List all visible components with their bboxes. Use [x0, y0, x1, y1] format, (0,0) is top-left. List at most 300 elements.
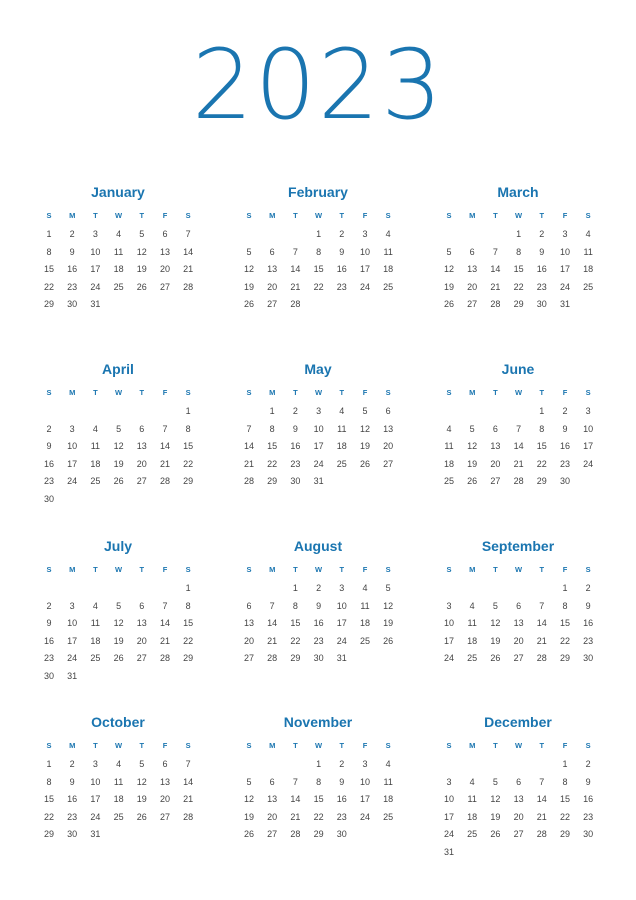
- day-cell: 2: [316, 583, 322, 593]
- day-cell: 29: [290, 653, 301, 663]
- day-cell: 23: [313, 635, 324, 646]
- day-cell: 28: [159, 476, 170, 486]
- day-cell: 27: [243, 653, 254, 663]
- weekday-label: T: [493, 211, 498, 220]
- weekday-label: T: [339, 388, 345, 397]
- day-cell: 31: [90, 829, 101, 839]
- day-cell: 15: [183, 441, 194, 451]
- weekday-label: S: [585, 565, 591, 574]
- month-name: December: [484, 714, 552, 730]
- day-cell: 21: [290, 811, 301, 822]
- day-cell: 23: [336, 281, 347, 292]
- day-cell: 20: [267, 811, 278, 822]
- weekday-label: F: [562, 211, 568, 220]
- day-cell: 18: [359, 618, 370, 628]
- day-cell: 1: [562, 759, 568, 769]
- day-cell: 18: [467, 811, 478, 822]
- day-cell: 27: [513, 829, 524, 839]
- month-name: March: [497, 184, 539, 200]
- weekday-label: T: [93, 211, 98, 220]
- day-cell: 23: [336, 811, 347, 822]
- day-cell: 17: [443, 811, 454, 822]
- day-cell: 5: [139, 229, 145, 239]
- day-cell: 9: [316, 600, 322, 611]
- day-cell: 20: [159, 264, 170, 274]
- day-cell: 19: [490, 635, 501, 646]
- day-cell: 17: [313, 441, 324, 451]
- day-cell: 13: [136, 618, 147, 628]
- day-cell: 25: [90, 476, 101, 486]
- day-cell: 17: [67, 635, 78, 646]
- day-cell: 17: [559, 264, 570, 274]
- day-cell: 21: [183, 794, 194, 804]
- day-cell: 23: [67, 281, 78, 292]
- day-cell: 5: [492, 776, 498, 787]
- weekday-label: S: [185, 388, 191, 397]
- day-cell: 29: [183, 476, 194, 486]
- day-cell: 14: [513, 441, 524, 451]
- day-cell: 29: [559, 829, 570, 839]
- weekday-label: T: [339, 741, 345, 750]
- weekday-label: W: [115, 741, 123, 750]
- day-cell: 30: [43, 670, 54, 681]
- day-cell: 4: [585, 229, 591, 239]
- day-cell: 13: [513, 618, 524, 628]
- day-cell: 6: [516, 776, 522, 787]
- day-cell: 8: [46, 246, 52, 257]
- day-cell: 11: [337, 423, 347, 434]
- day-cell: 18: [90, 635, 101, 646]
- day-cell: 1: [292, 583, 298, 593]
- day-cell: 19: [359, 441, 370, 451]
- weekday-label: M: [69, 741, 76, 750]
- weekday-label: S: [46, 388, 52, 397]
- weekday-label: T: [293, 388, 298, 397]
- day-cell: 15: [559, 794, 570, 804]
- day-cell: 15: [43, 264, 54, 274]
- day-cell: 12: [383, 600, 394, 611]
- day-cell: 24: [90, 811, 101, 822]
- day-cell: 23: [536, 281, 547, 292]
- day-cell: 18: [383, 264, 394, 274]
- weekday-label: S: [246, 388, 252, 397]
- day-cell: 15: [313, 264, 324, 274]
- day-cell: 20: [159, 794, 170, 804]
- day-cell: 30: [336, 829, 347, 839]
- day-cell: 19: [443, 281, 454, 292]
- day-cell: 11: [113, 246, 124, 257]
- weekday-label: M: [269, 741, 276, 750]
- day-cell: 22: [183, 458, 194, 469]
- weekday-label: S: [385, 388, 391, 397]
- day-cell: 29: [559, 653, 570, 663]
- day-cell: 21: [536, 635, 547, 646]
- day-cell: 12: [136, 246, 147, 257]
- day-cell: 30: [290, 476, 301, 486]
- weekday-label: F: [562, 388, 568, 397]
- day-cell: 4: [469, 776, 475, 787]
- day-cell: 18: [336, 441, 347, 451]
- day-cell: 11: [467, 794, 477, 804]
- day-cell: 12: [359, 423, 370, 434]
- day-cell: 16: [583, 794, 594, 804]
- day-cell: 30: [67, 829, 78, 839]
- day-cell: 1: [46, 759, 52, 769]
- day-cell: 22: [536, 458, 547, 469]
- day-cell: 21: [536, 811, 547, 822]
- day-cell: 23: [290, 458, 301, 469]
- day-cell: 26: [113, 653, 124, 663]
- weekday-label: T: [93, 741, 98, 750]
- weekday-label: M: [469, 741, 476, 750]
- day-cell: 19: [136, 264, 147, 274]
- day-cell: 19: [136, 794, 147, 804]
- day-cell: 10: [443, 794, 454, 804]
- day-cell: 24: [559, 281, 570, 292]
- weekday-label: M: [269, 565, 276, 574]
- day-cell: 24: [313, 458, 324, 469]
- day-cell: 1: [185, 406, 191, 416]
- day-cell: 23: [43, 653, 54, 663]
- day-cell: 8: [292, 600, 298, 611]
- day-cell: 17: [583, 441, 594, 451]
- day-cell: 2: [69, 759, 75, 769]
- day-cell: 23: [583, 811, 594, 822]
- day-cell: 5: [116, 423, 122, 434]
- day-cell: 5: [385, 583, 391, 593]
- day-cell: 3: [339, 583, 345, 593]
- day-cell: 4: [469, 600, 475, 611]
- day-cell: 30: [583, 653, 594, 663]
- day-cell: 29: [536, 476, 547, 486]
- weekday-label: S: [46, 211, 52, 220]
- day-cell: 30: [559, 476, 570, 486]
- weekday-label: T: [139, 388, 145, 397]
- day-cell: 7: [185, 229, 191, 239]
- day-cell: 7: [185, 759, 191, 769]
- day-cell: 4: [385, 759, 391, 769]
- day-cell: 26: [243, 829, 254, 839]
- day-cell: 3: [362, 229, 368, 239]
- day-cell: 16: [67, 264, 78, 274]
- month-name: April: [102, 361, 134, 377]
- day-cell: 13: [159, 246, 170, 257]
- day-cell: 2: [69, 229, 75, 239]
- day-cell: 2: [562, 406, 568, 416]
- weekday-label: W: [515, 565, 523, 574]
- day-cell: 11: [467, 618, 477, 628]
- day-cell: 21: [290, 281, 301, 292]
- weekday-label: S: [385, 741, 391, 750]
- day-cell: 19: [113, 635, 124, 646]
- day-cell: 26: [467, 476, 478, 486]
- day-cell: 10: [336, 600, 347, 611]
- day-cell: 6: [139, 423, 145, 434]
- weekday-label: S: [385, 565, 391, 574]
- day-cell: 12: [113, 618, 124, 628]
- weekday-label: F: [362, 565, 368, 574]
- day-cell: 17: [443, 635, 454, 646]
- weekday-label: T: [139, 565, 145, 574]
- day-cell: 10: [90, 776, 101, 787]
- day-cell: 9: [69, 776, 75, 787]
- day-cell: 12: [113, 441, 124, 451]
- weekday-label: S: [585, 741, 591, 750]
- day-cell: 21: [159, 635, 170, 646]
- month-name: July: [103, 538, 132, 554]
- day-cell: 11: [90, 441, 101, 451]
- day-cell: 28: [159, 653, 170, 663]
- weekday-label: S: [246, 741, 252, 750]
- day-cell: 28: [536, 653, 547, 663]
- weekday-label: S: [446, 565, 452, 574]
- day-cell: 16: [43, 635, 54, 646]
- day-cell: 20: [136, 635, 147, 646]
- day-cell: 19: [113, 458, 124, 469]
- weekday-label: T: [493, 741, 498, 750]
- day-cell: 17: [359, 794, 370, 804]
- day-cell: 28: [183, 281, 194, 292]
- day-cell: 20: [383, 441, 394, 451]
- day-cell: 14: [183, 776, 194, 787]
- day-cell: 11: [113, 776, 124, 787]
- weekday-label: S: [185, 565, 191, 574]
- day-cell: 18: [467, 635, 478, 646]
- day-cell: 13: [267, 794, 278, 804]
- day-cell: 4: [339, 406, 345, 416]
- weekday-label: T: [93, 388, 98, 397]
- weekday-label: F: [162, 565, 168, 574]
- day-cell: 15: [183, 618, 194, 628]
- day-cell: 1: [269, 406, 275, 416]
- day-cell: 25: [113, 811, 124, 822]
- day-cell: 10: [359, 246, 370, 257]
- day-cell: 21: [267, 635, 278, 646]
- day-cell: 12: [243, 794, 254, 804]
- day-cell: 19: [243, 811, 254, 822]
- day-cell: 9: [585, 600, 591, 611]
- day-cell: 23: [67, 811, 78, 822]
- day-cell: 7: [539, 776, 545, 787]
- day-cell: 7: [162, 423, 168, 434]
- day-cell: 22: [559, 635, 570, 646]
- weekday-label: F: [162, 388, 168, 397]
- day-cell: 24: [90, 281, 101, 292]
- day-cell: 2: [292, 406, 298, 416]
- day-cell: 22: [559, 811, 570, 822]
- day-cell: 26: [443, 299, 454, 309]
- day-cell: 9: [585, 776, 591, 787]
- day-cell: 15: [313, 794, 324, 804]
- day-cell: 11: [90, 618, 101, 628]
- day-cell: 26: [113, 476, 124, 486]
- year-title: 2023: [191, 29, 445, 141]
- weekday-label: T: [293, 741, 298, 750]
- day-cell: 1: [316, 229, 322, 239]
- weekday-label: F: [362, 741, 368, 750]
- day-cell: 12: [443, 264, 454, 274]
- day-cell: 18: [583, 264, 594, 274]
- weekday-label: M: [469, 565, 476, 574]
- weekday-label: S: [446, 741, 452, 750]
- day-cell: 21: [513, 458, 524, 469]
- day-cell: 21: [159, 458, 170, 469]
- day-cell: 3: [446, 600, 452, 611]
- day-cell: 5: [116, 600, 122, 611]
- day-cell: 30: [43, 493, 54, 504]
- day-cell: 29: [267, 476, 278, 486]
- day-cell: 9: [46, 618, 52, 628]
- day-cell: 28: [183, 811, 194, 822]
- weekday-label: S: [46, 741, 52, 750]
- day-cell: 3: [585, 406, 591, 416]
- day-cell: 3: [92, 759, 98, 769]
- day-cell: 29: [313, 829, 324, 839]
- day-cell: 22: [513, 281, 524, 292]
- weekday-label: S: [46, 565, 52, 574]
- day-cell: 29: [183, 653, 194, 663]
- day-cell: 25: [113, 281, 124, 292]
- day-cell: 5: [246, 246, 252, 257]
- day-cell: 31: [559, 299, 570, 309]
- day-cell: 6: [516, 600, 522, 611]
- day-cell: 24: [67, 653, 78, 663]
- weekday-label: W: [115, 565, 123, 574]
- day-cell: 10: [313, 423, 324, 434]
- day-cell: 28: [513, 476, 524, 486]
- day-cell: 20: [513, 635, 524, 646]
- day-cell: 22: [43, 811, 54, 822]
- day-cell: 25: [336, 458, 347, 469]
- day-cell: 31: [336, 653, 347, 663]
- weekday-label: S: [385, 211, 391, 220]
- day-cell: 18: [90, 458, 101, 469]
- day-cell: 16: [536, 264, 547, 274]
- day-cell: 1: [46, 229, 52, 239]
- day-cell: 16: [290, 441, 301, 451]
- day-cell: 2: [585, 759, 591, 769]
- day-cell: 26: [490, 653, 501, 663]
- day-cell: 13: [243, 618, 254, 628]
- day-cell: 1: [185, 583, 191, 593]
- day-cell: 27: [159, 811, 170, 822]
- day-cell: 14: [536, 618, 547, 628]
- day-cell: 11: [383, 776, 393, 787]
- day-cell: 25: [443, 476, 454, 486]
- day-cell: 29: [513, 299, 524, 309]
- day-cell: 29: [43, 829, 54, 839]
- day-cell: 17: [90, 264, 101, 274]
- day-cell: 10: [559, 246, 570, 257]
- day-cell: 8: [562, 776, 568, 787]
- day-cell: 7: [539, 600, 545, 611]
- day-cell: 18: [383, 794, 394, 804]
- day-cell: 9: [69, 246, 75, 257]
- weekday-label: S: [185, 211, 191, 220]
- day-cell: 2: [46, 600, 52, 611]
- weekday-label: M: [69, 565, 76, 574]
- day-cell: 2: [46, 423, 52, 434]
- day-cell: 25: [383, 811, 394, 822]
- day-cell: 12: [136, 776, 147, 787]
- day-cell: 4: [385, 229, 391, 239]
- day-cell: 26: [136, 811, 147, 822]
- day-cell: 24: [336, 635, 347, 646]
- day-cell: 31: [67, 670, 78, 681]
- day-cell: 22: [290, 635, 301, 646]
- day-cell: 15: [43, 794, 54, 804]
- day-cell: 17: [336, 618, 347, 628]
- weekday-label: W: [515, 741, 523, 750]
- day-cell: 14: [243, 441, 254, 451]
- day-cell: 23: [583, 635, 594, 646]
- weekday-label: S: [585, 211, 591, 220]
- day-cell: 2: [585, 583, 591, 593]
- day-cell: 14: [536, 794, 547, 804]
- day-cell: 21: [183, 264, 194, 274]
- weekday-label: F: [362, 211, 368, 220]
- weekday-label: F: [162, 741, 168, 750]
- day-cell: 12: [490, 618, 501, 628]
- day-cell: 6: [162, 759, 168, 769]
- day-cell: 28: [243, 476, 254, 486]
- weekday-label: M: [69, 211, 76, 220]
- day-cell: 4: [362, 583, 368, 593]
- day-cell: 9: [292, 423, 298, 434]
- day-cell: 27: [513, 653, 524, 663]
- day-cell: 27: [136, 653, 147, 663]
- day-cell: 3: [362, 759, 368, 769]
- day-cell: 12: [467, 441, 478, 451]
- day-cell: 10: [67, 618, 78, 628]
- day-cell: 18: [113, 794, 124, 804]
- day-cell: 5: [492, 600, 498, 611]
- day-cell: 14: [490, 264, 501, 274]
- day-cell: 24: [443, 829, 454, 839]
- day-cell: 9: [46, 441, 52, 451]
- day-cell: 2: [339, 229, 345, 239]
- month-name: May: [304, 361, 332, 377]
- weekday-label: M: [269, 388, 276, 397]
- day-cell: 2: [339, 759, 345, 769]
- day-cell: 3: [92, 229, 98, 239]
- day-cell: 4: [116, 759, 122, 769]
- day-cell: 25: [383, 281, 394, 292]
- day-cell: 27: [490, 476, 501, 486]
- day-cell: 10: [443, 618, 454, 628]
- weekday-label: F: [162, 211, 168, 220]
- day-cell: 1: [316, 759, 322, 769]
- day-cell: 17: [90, 794, 101, 804]
- day-cell: 31: [313, 476, 324, 486]
- day-cell: 14: [183, 246, 194, 257]
- month-name: January: [91, 184, 145, 200]
- day-cell: 22: [267, 458, 278, 469]
- day-cell: 15: [267, 441, 278, 451]
- day-cell: 15: [513, 264, 524, 274]
- day-cell: 28: [267, 653, 278, 663]
- day-cell: 20: [243, 635, 254, 646]
- day-cell: 25: [359, 635, 370, 646]
- day-cell: 8: [562, 600, 568, 611]
- day-cell: 25: [467, 653, 478, 663]
- day-cell: 13: [159, 776, 170, 787]
- day-cell: 11: [383, 246, 393, 257]
- day-cell: 24: [359, 281, 370, 292]
- weekday-label: M: [469, 211, 476, 220]
- day-cell: 29: [43, 299, 54, 309]
- day-cell: 28: [490, 299, 501, 309]
